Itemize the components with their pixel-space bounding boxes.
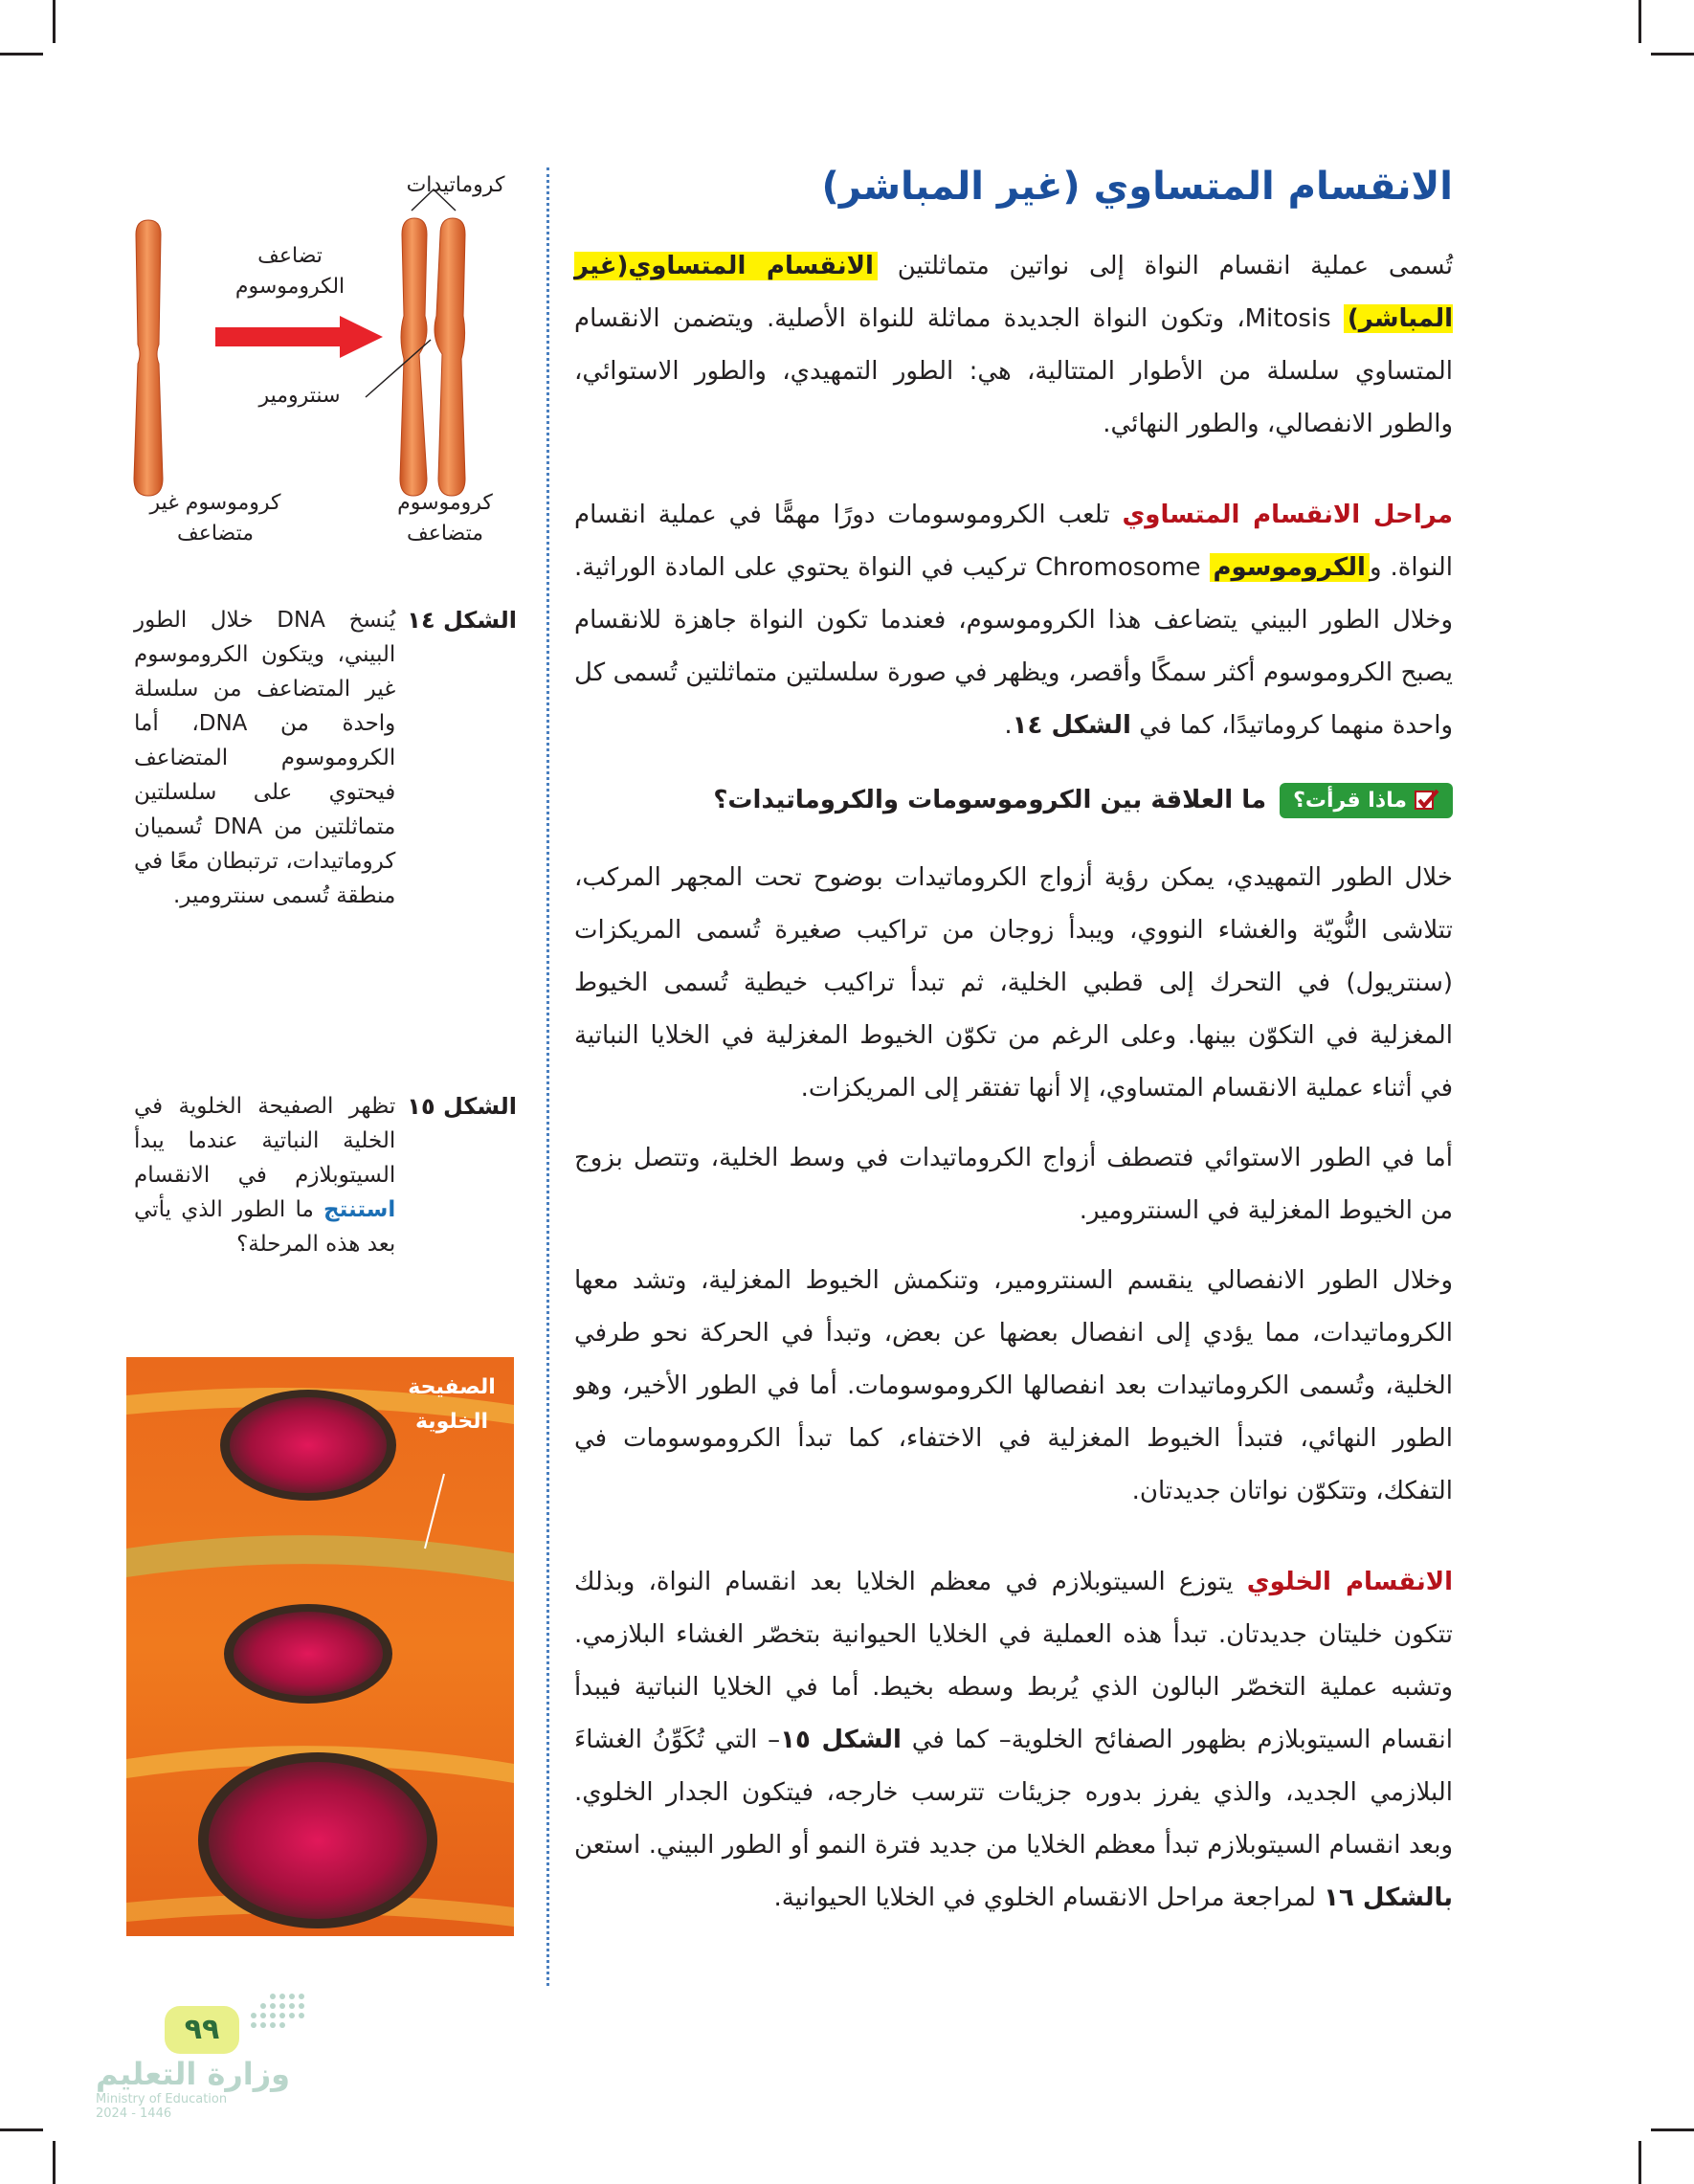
duplicated-chromatid-left xyxy=(400,218,427,496)
duplication-arrow xyxy=(215,316,383,358)
crop-mark xyxy=(1651,53,1694,56)
figure14-caption xyxy=(134,603,517,913)
paragraph-metaphase: أما في الطور الاستوائي فتصطف أزواج الكروماتيدات في وسط الخلية، وتتصل بزوج من الخيوط المغزلية في السنترومير. xyxy=(574,1144,1453,1225)
paragraph-cytokinesis: الانقسام الخلوي يتوزع السيتوبلازم في معظم الخلايا بعد انقسام النواة، وبذلك تتكون خليتان جديدتان. تبدأ هذه العملية في الخلايا الحيوانية بتخصّر الغشاء البلازمي. وتشبه عملية التخصّر البالون الذي يُربط وسطه بخيط. أما في الخلايا النباتية فيبدأ انقسام السيتوبلازم بظهور الصفائح الخلوية– كما في الشكل ١٥– التي تُكَوِّنُ الغشاءَ البلازمي الجديد، والذي يفرز بدوره جزيئات تترسب خارجه، فيتكون الجدار الخلوي. وبعد انقسام السيتوبلازم تبدأ معظم الخلايا من جديد فترة النمو أو الطور البيني. استعن بالشكل ١٦ لمراجعة مراحل الانقسام الخلوي في الخلايا الحيوانية. xyxy=(574,1568,1453,1912)
crop-mark xyxy=(1638,0,1641,43)
figure-reference: الشكل ١٤ xyxy=(1012,711,1131,740)
paragraph-heading: الانقسام الخلوي xyxy=(1246,1568,1453,1596)
paragraph-anaphase: وخلال الطور الانفصالي ينقسم السنترومير، وتنكمش الخيوط المغزلية، وتشد معها الكروماتيدات، مما يؤدي إلى انفصال بعضها عن بعض، وتبدأ في الحركة نحو طرفي الخلية، وتُسمى الكروماتيدات بعد انفصالها الكروموسومات. أما في الطور الأخير، وهو الطور النهائي، فتبدأ الخيوط المغزلية في الاختفاء، كما تبدأ الكروموسومات في التفكك، وتتكوّن نواتان جديدتان. xyxy=(574,1266,1453,1505)
paragraph-mitosis: تُسمى عملية انقسام النواة إلى نواتين متماثلتين الانقسام المتساوي(غير المباشر) Mitosis، وتكون النواة الجديدة مماثلة للنواة الأصلية. ويتضمن الانقسام المتساوي سلسلة من الأطوار المتتالية، هي: الطور التمهيدي، والطور الاستوائي، والطور الانفصالي، والطور النهائي. xyxy=(574,252,1454,438)
paragraph-heading: مراحل الانقسام المتساوي xyxy=(1122,501,1454,529)
latin-term: Chromosome xyxy=(1035,553,1201,582)
infer-prompt: استنتج xyxy=(323,1197,396,1222)
reading-check xyxy=(574,769,1453,831)
crop-mark xyxy=(53,2141,56,2184)
crop-mark xyxy=(0,2128,43,2131)
duplicated-chromatid-right xyxy=(435,218,465,496)
label-centromere: سنترومير xyxy=(258,384,341,408)
figure-reference: بالشكل ١٦ xyxy=(1324,1883,1453,1912)
figure15-caption xyxy=(134,1089,517,1261)
cell-plate-micrograph xyxy=(126,1357,514,1936)
figure15-text: تظهر الصفيحة الخلوية في الخلية النباتية عندما يبدأ السيتوبلازم في الانقسام xyxy=(134,1094,396,1188)
crop-mark xyxy=(0,53,43,56)
figure15-question: ما الطور الذي يأتي بعد هذه المرحلة؟ xyxy=(134,1197,396,1257)
edition-year: 2024 - 1446 xyxy=(96,2106,172,2121)
reading-check-question: ما العلاقة بين الكروموسومات والكروماتيدات؟ xyxy=(713,786,1267,814)
paragraph-prophase: خلال الطور التمهيدي، يمكن رؤية أزواج الكروماتيدات بوضوح تحت المجهر المركب، تتلاشى النُّويّة والغشاء النووي، ويبدأ زوجان من تراكيب صغيرة تُسمى المريكزات (سنتريول) في التحرك إلى قطبي الخلية، ثم تبدأ تراكيب خيطية تُسمى الخيوط المغزلية في التكوّن بينها. وعلى الرغم من تكوّن الخيوط المغزلية في الخلايا النباتية في أثناء عملية الانقسام المتساوي، إلا أنها تفتقر إلى المريكزات. xyxy=(574,863,1453,1103)
crop-mark xyxy=(53,0,56,43)
reading-check-badge: ماذا قرأت؟ xyxy=(1280,783,1453,818)
paragraph-stages: مراحل الانقسام المتساوي تلعب الكروموسومات دورًا مهمًّا في عملية انقسام النواة. والكروموسوم Chromosome تركيب في النواة يحتوي على المادة الوراثية. وخلال الطور البيني يتضاعف هذا الكروموسوم، فعندما تكون النواة جاهزة للانقسام يصبح الكروموسوم أكثر سمكًا وأقصر، ويظهر في صورة سلسلتين متماثلتين تُسمى كل واحدة منهما كروماتيدًا، كما في الشكل ١٤. xyxy=(574,501,1454,740)
ministry-name-en: Ministry of Education xyxy=(96,2092,228,2106)
figure-reference: الشكل ١٥ xyxy=(780,1726,902,1754)
micrograph-image xyxy=(126,1357,514,1936)
main-column xyxy=(574,158,1453,1925)
term-highlight: الكروموسوم xyxy=(1210,553,1370,582)
figure14-number: الشكل ١٤ xyxy=(407,607,517,634)
section-title: الانقسام المتساوي (غير المباشر) xyxy=(821,165,1453,209)
ministry-logo xyxy=(96,2056,290,2121)
term-highlight: الانقسام المتساوي(غير المباشر) xyxy=(574,252,1453,333)
crop-mark xyxy=(1638,2141,1641,2184)
latin-term: Mitosis xyxy=(1244,304,1331,333)
label-unduplicated: كروموسوم غير متضاعف xyxy=(149,491,281,546)
chromosome-diagram xyxy=(115,163,536,526)
label-duplication: تضاعف الكروموسوم xyxy=(234,244,345,299)
figure14-text: يُنسخ DNA خلال الطور البيني، ويتكون الكروموسوم غير المتضاعف من سلسلة واحدة من DNA، أما الكروموسوم المتضاعف فيحتوي على سلسلتين متماثلتين من DNA تُسميان كروماتيدات، ترتبطان معًا في منطقة تُسمى سنترومير. xyxy=(134,608,396,908)
page-number: ٩٩ xyxy=(165,2006,239,2054)
checkmark-icon xyxy=(1415,789,1439,812)
label-duplicated: كروموسوم متضاعف xyxy=(397,491,493,546)
unduplicated-chromosome xyxy=(134,220,163,496)
label-cell-plate: الصفيحة الخلوية xyxy=(408,1375,496,1434)
ministry-name-ar: وزارة التعليم xyxy=(96,2056,291,2092)
column-divider xyxy=(546,167,549,1986)
crop-mark xyxy=(1651,2128,1694,2131)
figure15-number: الشكل ١٥ xyxy=(407,1093,517,1120)
label-chromatids: كروماتيدات xyxy=(406,173,505,197)
